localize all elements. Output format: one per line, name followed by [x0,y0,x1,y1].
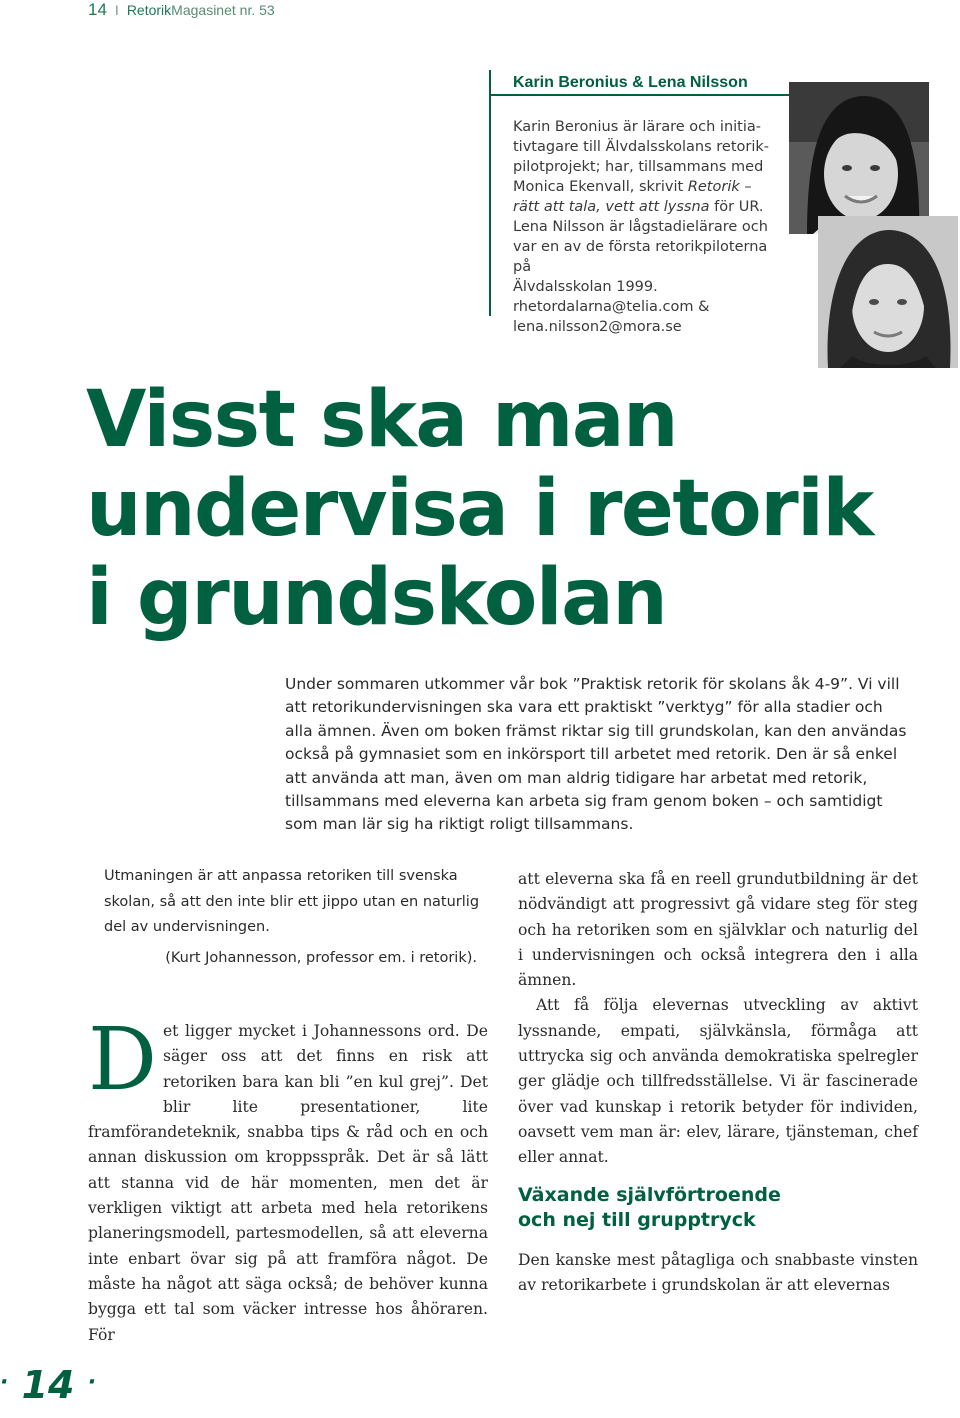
headline-line: undervisa i retorik [86,464,873,554]
portrait-lena-nilsson [818,216,958,368]
section-subheading [518,1183,918,1233]
body-paragraph: Att få följa elevernas utveckling av aktivt lyssnande, empati, självkänsla, förmåga att uttrycka sig och använda demokratiska spelregler ger glädje och tillfredsställelse. Vi är fascinerade över vad kunskap i retorik betyder för individen, oavsett vem man är: elev, lärare, tjänsteman, chef eller annat. [518,996,918,1167]
page-folio [0,1363,96,1407]
bio-line: Karin Beronius är lärare och initia- [513,119,761,135]
header-magazine: Magasinet nr. 53 [171,2,275,18]
author-email-karin[interactable]: rhetordalarna@telia.com & [513,299,710,315]
subheading-line: Växande självförtroende [518,1184,781,1206]
header-brand: Retorik [126,2,172,18]
header-page-number: 14 [88,0,107,19]
book-title: Retorik – [687,179,752,195]
bio-line [513,197,788,217]
article-headline [86,376,946,643]
body-column-left [88,1010,488,1348]
bio-line: Älvdalsskolan 1999. [513,279,658,295]
folio-number: 14 [21,1363,75,1407]
folio-dot-icon: · [0,1370,9,1395]
bio-line: var en av de första retorikpiloterna på [513,239,768,275]
portrait-karin-image [789,82,929,234]
author-names: Karin Beronius & Lena Nilsson [513,74,748,91]
portrait-lena-image [818,216,958,368]
bio-line: Lena Nilsson är lågstadielärare och [513,219,768,235]
bio-line: pilotprojekt; har, tillsammans med [513,159,764,175]
pull-quote: Utmaningen är att anpassa retoriken till svenska skolan, så att den inte blir ett jippo utan en naturlig del av undervisningen. [104,868,480,935]
bio-line [513,177,788,197]
author-box-rule-vertical [489,70,491,316]
body-column-right [518,867,918,1171]
quote-attribution: (Kurt Johannesson, professor em. i retorik). [165,950,477,966]
subheading-line: och nej till grupptryck [518,1209,756,1231]
drop-cap: D [88,1010,157,1110]
body-paragraph: Den kanske mest påtagliga och snabbaste vinsten av retorikarbete i grundskolan är att elevernas [518,1251,918,1295]
headline-line: Visst ska man [86,375,678,465]
article-ingress: Under sommaren utkommer vår bok ”Praktisk retorik för skolans åk 4-9”. Vi vill att retorikundervisningen ska vara ett praktiskt ”verktyg” för alla stadier och alla ämnen. Även om boken främst riktar sig till grundskolan, kan den användas också på gymnasiet som en inkörsport till arbetet med retorik. Den är så enkel att använda att man, även om man aldrig tidigare har arbetat med retorik, tillsammans med eleverna kan arbeta sig fram genom boken – och samtidigt som man lär sig ha riktigt roligt tillsammans. [285,675,907,834]
bio-text: Monica Ekenvall, skrivit [513,179,688,195]
folio-dot-icon: · [87,1370,97,1395]
author-bio [513,117,788,337]
headline-line: i grundskolan [86,553,667,643]
body-paragraph: att eleverna ska få en reell grundutbildning är det nödvändigt att progressivt gå vidare steg för steg och ha retoriken som en självklar och naturlig del i undervisningen och också integrera den i alla ämnen. [518,870,918,990]
body-column-right-continued [518,1248,918,1299]
body-text: et ligger mycket i Johannessons ord. De säger oss att det finns en risk att retoriken bara kan bli ”en kul grej”. Det blir lite presentationer, lite framförandeteknik, snabba tips & råd och en och annan diskussion om kroppsspråk. Det är så lätt att stanna vid de här momenten, men det är verkligen viktigt att arbeta med hela retorikens planeringsmodell, partesmodellen, så att eleverna inte enbart övar sig på att framföra något. De måste ha något att säga också; de behöver kunna bygga ett tal som väcker intresse hos åhöraren. För [88,1022,488,1344]
bio-text: för UR. [709,199,764,215]
running-header [88,0,275,20]
header-separator: I [114,2,119,18]
author-box-rule-horizontal [489,94,789,96]
bio-line: tivtagare till Älvdalsskolans retorik- [513,139,770,155]
book-title: rätt att tala, vett att lyssna [513,199,710,215]
author-email-lena[interactable]: lena.nilsson2@mora.se [513,319,682,335]
portrait-karin-beronius [789,82,929,234]
